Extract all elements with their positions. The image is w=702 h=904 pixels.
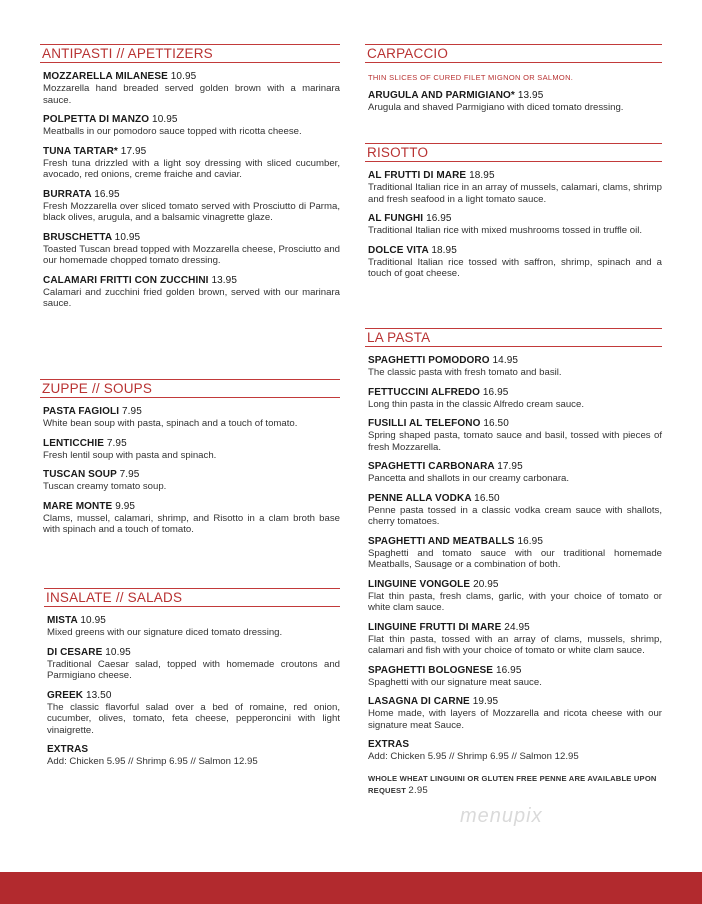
menu-item bbox=[40, 232, 340, 267]
menu-item bbox=[40, 114, 340, 138]
menu-item-title bbox=[47, 615, 340, 627]
menu-item-name: LINGUINE VONGOLE bbox=[368, 578, 471, 590]
menu-item-price: 16.95 bbox=[94, 188, 120, 200]
menu-item-name: DI CESARE bbox=[47, 646, 103, 658]
menu-item-title bbox=[368, 90, 662, 102]
menu-item-title bbox=[43, 189, 340, 201]
menu-item-title bbox=[43, 232, 340, 244]
menu-item bbox=[44, 690, 340, 737]
menu-item-price: 16.50 bbox=[483, 418, 509, 429]
menu-item-title bbox=[43, 71, 340, 83]
menu-item-name: AL FRUTTI DI MARE bbox=[368, 170, 467, 181]
menu-item-description: Meatballs in our pomodoro sauce topped with ricotta cheese. bbox=[43, 126, 302, 137]
menu-item-name: PASTA FAGIOLI bbox=[43, 406, 120, 417]
menu-item-price: 7.95 bbox=[122, 406, 142, 417]
menu-item-name: EXTRAS bbox=[368, 739, 410, 750]
menu-item-description: The classic flavorful salad over a bed of romaine, red onion, cucumber, olives, tomato, feta cheese, pepperoncini with light vinaigrette. bbox=[47, 701, 340, 736]
menu-item-price: 10.95 bbox=[105, 646, 131, 658]
menu-item bbox=[40, 146, 340, 181]
menu-item-name: LINGUINE FRUTTI DI MARE bbox=[368, 621, 502, 633]
pasta-section bbox=[365, 328, 662, 797]
menu-item-title bbox=[47, 690, 340, 702]
menu-item-price: 17.95 bbox=[497, 461, 523, 472]
menu-item-title bbox=[368, 387, 662, 399]
menu-item-price: 24.95 bbox=[504, 621, 530, 633]
antipasti-list bbox=[40, 71, 340, 310]
menu-item-title bbox=[368, 493, 662, 505]
menu-item bbox=[365, 622, 662, 657]
menu-item bbox=[365, 696, 662, 731]
menu-item-price: 10.95 bbox=[80, 615, 106, 626]
menu-item-title bbox=[368, 665, 662, 677]
menu-item-description: Penne pasta tossed in a classic vodka cream sauce with shallots, cherry tomatoes. bbox=[368, 504, 662, 527]
menu-item-name: TUSCAN SOUP bbox=[43, 469, 117, 480]
insalate-section bbox=[44, 588, 340, 768]
menu-item-title bbox=[43, 501, 340, 513]
menu-item-title bbox=[368, 696, 662, 708]
menu-item-price: 20.95 bbox=[473, 578, 499, 590]
menu-item-description: Fresh Mozzarella over sliced tomato served with Prosciutto di Parma, black olives, arugula, and a balsamic vinagrette glaze. bbox=[43, 200, 340, 223]
menu-item bbox=[365, 665, 662, 689]
menu-item bbox=[365, 90, 662, 114]
menu-item-price: 17.95 bbox=[120, 145, 147, 157]
menu-item-price: 7.95 bbox=[119, 469, 140, 480]
menu-item-description: Traditional Italian rice tossed with saffron, shrimp, spinach and a touch of goat cheese. bbox=[368, 256, 662, 279]
menu-item-description: Flat thin pasta, tossed with an array of clams, mussels, shrimp, calamari and fish with your choice of tomato or white clam sauce. bbox=[368, 633, 662, 656]
menu-item-title bbox=[43, 438, 340, 450]
menu-item-price: 14.95 bbox=[492, 355, 519, 366]
menu-item-name: GREEK bbox=[47, 689, 84, 701]
menu-item-name: DOLCE VITA bbox=[368, 244, 429, 256]
menu-item-name: BRUSCHETTA bbox=[43, 231, 112, 243]
menu-item bbox=[365, 355, 662, 379]
menu-item-name: BURRATA bbox=[43, 188, 92, 200]
menu-item-title bbox=[368, 622, 662, 634]
pasta-list bbox=[365, 355, 662, 763]
menu-item-description: Traditional Italian rice with mixed mushrooms tossed in truffle oil. bbox=[368, 225, 643, 236]
menu-item-name: MOZZARELLA MILANESE bbox=[43, 71, 168, 82]
menu-item-title bbox=[368, 461, 662, 473]
menu-item-price: 13.95 bbox=[211, 274, 237, 286]
menu-item-title bbox=[43, 146, 340, 158]
footnote-text: WHOLE WHEAT LINGUINI OR GLUTEN FREE PENNE ARE AVAILABLE UPON REQUEST bbox=[368, 773, 657, 795]
menu-item bbox=[44, 744, 340, 768]
menu-item-description: Fresh tuna drizzled with a light soy dressing with sliced cucumber, avocado, red onions, creme fraiche and caviar. bbox=[43, 157, 340, 180]
menu-item-price: 7.95 bbox=[106, 437, 127, 449]
menu-item-name: SPAGHETTI CARBONARA bbox=[368, 461, 495, 472]
section-heading: LA PASTA bbox=[365, 328, 662, 347]
risotto-section bbox=[365, 143, 662, 280]
menu-item-description: Pancetta and shallots in our creamy carbonara. bbox=[368, 473, 570, 484]
menu-item-description: Clams, mussel, calamari, shrimp, and Risotto in a clam broth base with spinach and a touch of tomato. bbox=[43, 512, 340, 535]
menu-item bbox=[365, 461, 662, 485]
menu-item-description: Spring shaped pasta, tomato sauce and basil, tossed with pieces of fresh Mozzarella. bbox=[368, 430, 662, 453]
menu-item bbox=[365, 739, 662, 763]
menu-item-description: Add: Chicken 5.95 // Shrimp 6.95 // Salmon 12.95 bbox=[368, 751, 579, 762]
menu-item bbox=[365, 536, 662, 571]
menu-item-description: Mixed greens with our signature diced tomato dressing. bbox=[47, 627, 283, 638]
menu-item-description: Arugula and shaved Parmigiano with diced tomato dressing. bbox=[368, 102, 624, 113]
menu-item-description: Add: Chicken 5.95 // Shrimp 6.95 // Salmon 12.95 bbox=[47, 756, 258, 767]
menu-item bbox=[40, 275, 340, 310]
menu-item-title bbox=[368, 245, 662, 257]
menu-item-description: Traditional Caesar salad, topped with homemade croutons and Parmigiano cheese. bbox=[47, 658, 340, 681]
zuppe-section bbox=[40, 379, 340, 536]
section-heading: ZUPPE // SOUPS bbox=[40, 379, 340, 398]
menu-item-description: Long thin pasta in the classic Alfredo cream sauce. bbox=[368, 398, 584, 410]
menu-item-title bbox=[368, 213, 662, 225]
pasta-footnote bbox=[365, 773, 662, 797]
insalate-list bbox=[44, 615, 340, 768]
menu-item-description: The classic pasta with fresh tomato and basil. bbox=[368, 367, 562, 378]
menu-item-name: ARUGULA AND PARMIGIANO* bbox=[368, 90, 515, 101]
menu-item-name: SPAGHETTI POMODORO bbox=[368, 355, 490, 366]
menu-item-price: 10.95 bbox=[114, 231, 141, 243]
section-heading: RISOTTO bbox=[365, 143, 662, 162]
menu-item bbox=[365, 418, 662, 453]
menu-item bbox=[40, 71, 340, 106]
menu-item bbox=[365, 170, 662, 205]
zuppe-list bbox=[40, 406, 340, 536]
menu-item-price: 10.95 bbox=[170, 71, 197, 82]
menu-item-description: White bean soup with pasta, spinach and a touch of tomato. bbox=[43, 418, 298, 429]
menu-item bbox=[40, 438, 340, 462]
antipasti-section bbox=[40, 44, 340, 310]
menu-item-name: AL FUNGHI bbox=[368, 213, 424, 224]
menu-item-name: POLPETTA DI MANZO bbox=[43, 114, 150, 125]
menu-item-price: 13.95 bbox=[517, 90, 544, 101]
menu-item-price: 9.95 bbox=[115, 500, 136, 512]
menu-item-title bbox=[368, 355, 662, 367]
menu-item-title bbox=[47, 647, 340, 659]
footnote-price: 2.95 bbox=[408, 784, 428, 796]
menu-item-price: 16.95 bbox=[482, 386, 509, 398]
menu-item-description: Tuscan creamy tomato soup. bbox=[43, 481, 167, 492]
menu-item bbox=[44, 615, 340, 639]
menu-item-name: EXTRAS bbox=[47, 744, 89, 755]
menu-item bbox=[365, 493, 662, 528]
menu-item bbox=[44, 647, 340, 682]
menu-item bbox=[365, 213, 662, 237]
menu-item-title bbox=[43, 275, 340, 287]
menu-item-name: SPAGHETTI AND MEATBALLS bbox=[368, 535, 515, 547]
menu-item-name: CALAMARI FRITTI CON ZUCCHINI bbox=[43, 274, 209, 286]
menu-item-title bbox=[368, 536, 662, 548]
menu-item-description: Spaghetti and tomato sauce with our traditional homemade Meatballs, Sausage or a combination of both. bbox=[368, 547, 662, 570]
footer-bar bbox=[0, 872, 702, 904]
carpaccio-section bbox=[365, 44, 662, 114]
carpaccio-list bbox=[365, 90, 662, 114]
menu-item-price: 13.50 bbox=[85, 689, 112, 701]
menu-item-description: Home made, with layers of Mozzarella and ricota cheese with our signature meat Sauce. bbox=[368, 708, 662, 731]
menu-item-name: PENNE ALLA VODKA bbox=[368, 492, 472, 504]
menu-item-name: FUSILLI AL TELEFONO bbox=[368, 418, 481, 429]
menu-item bbox=[40, 469, 340, 493]
menu-item-name: MISTA bbox=[47, 615, 78, 626]
menu-item-description: Flat thin pasta, fresh clams, garlic, with your choice of tomato or white clam sauce. bbox=[368, 590, 662, 613]
menu-item-price: 19.95 bbox=[472, 696, 499, 707]
menu-item-title bbox=[43, 114, 340, 126]
menu-item-title bbox=[368, 739, 662, 751]
menu-item-title bbox=[43, 469, 340, 481]
menu-item bbox=[365, 387, 662, 411]
section-heading: CARPACCIO bbox=[365, 44, 662, 63]
menu-item-name: LASAGNA DI CARNE bbox=[368, 696, 470, 707]
menu-item-price: 18.95 bbox=[469, 170, 495, 181]
menu-item-description: Spaghetti with our signature meat sauce. bbox=[368, 676, 542, 688]
menu-item-description: Calamari and zucchini fried golden brown, served with our marinara sauce. bbox=[43, 286, 340, 309]
risotto-list bbox=[365, 170, 662, 280]
menu-item-name: SPAGHETTI BOLOGNESE bbox=[368, 664, 494, 676]
watermark-logo: menupix bbox=[460, 805, 543, 827]
carpaccio-note: THIN SLICES OF CURED FILET MIGNON OR SALMON. bbox=[368, 73, 574, 82]
menu-item-price: 16.95 bbox=[426, 213, 452, 224]
menu-item bbox=[40, 406, 340, 430]
section-heading: ANTIPASTI // APETTIZERS bbox=[40, 44, 340, 63]
menu-item bbox=[365, 245, 662, 280]
section-heading: INSALATE // SALADS bbox=[44, 588, 340, 607]
menu-item bbox=[40, 189, 340, 224]
menu-item-title bbox=[368, 418, 662, 430]
menu-item-description: Mozzarella hand breaded served golden brown with a marinara sauce. bbox=[43, 83, 340, 106]
menu-item-description: Traditional Italian rice in an array of mussels, calamari, clams, shrimp and fresh seafood in a light tomato sauce. bbox=[368, 182, 662, 205]
menu-item bbox=[40, 501, 340, 536]
menu-item-title bbox=[43, 406, 340, 418]
menu-item-description: Toasted Tuscan bread topped with Mozzarella cheese, Prosciutto and our homemade chopped tomato dressing. bbox=[43, 243, 340, 266]
menu-item-price: 16.50 bbox=[474, 492, 500, 504]
menu-item-name: MARE MONTE bbox=[43, 500, 113, 512]
menu-item-price: 18.95 bbox=[431, 244, 457, 256]
menu-item bbox=[365, 579, 662, 614]
menu-item-price: 16.95 bbox=[517, 535, 543, 547]
menu-item-title bbox=[47, 744, 340, 756]
menu-item-title bbox=[368, 579, 662, 591]
menu-item-name: FETTUCCINI ALFREDO bbox=[368, 386, 480, 398]
menu-item-price: 10.95 bbox=[152, 114, 178, 125]
menu-item-name: TUNA TARTAR* bbox=[43, 145, 118, 157]
menu-item-name: LENTICCHIE bbox=[43, 437, 104, 449]
menu-item-title bbox=[368, 170, 662, 182]
menu-item-price: 16.95 bbox=[495, 664, 522, 676]
menu-item-description: Fresh lentil soup with pasta and spinach. bbox=[43, 449, 217, 461]
